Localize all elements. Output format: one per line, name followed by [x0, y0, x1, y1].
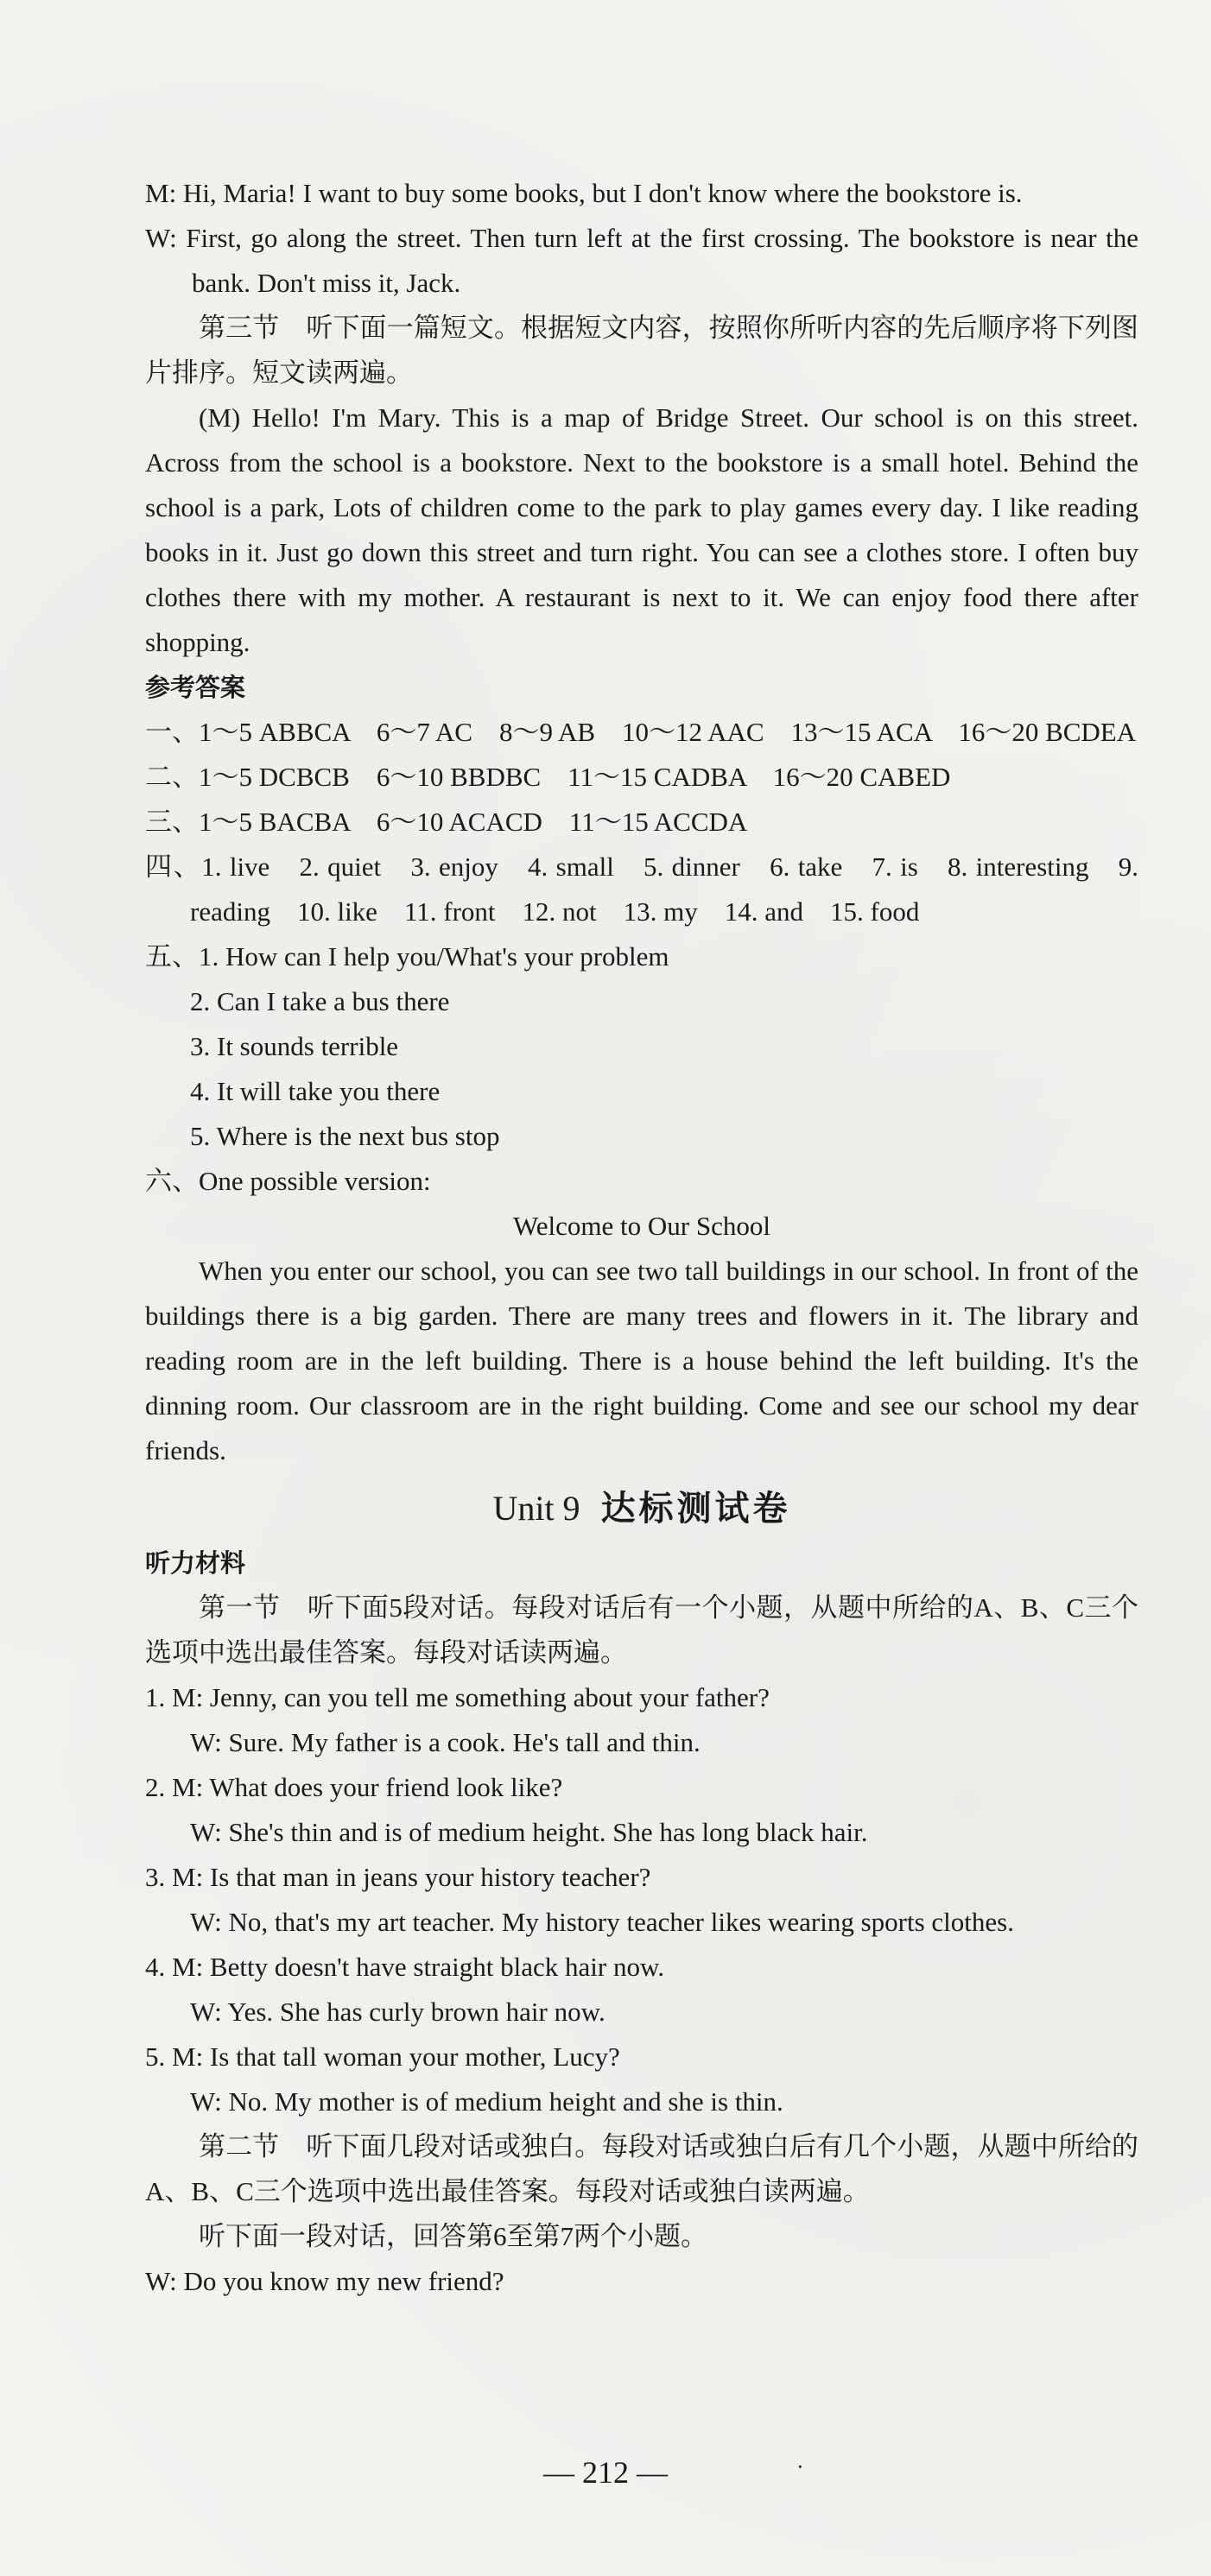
- dialogue-line-m: M: Hi, Maria! I want to buy some books, but I don't know where the bookstore is.: [145, 178, 1023, 208]
- section5-label: 五、1. How can I help you/What's your problem: [145, 941, 669, 972]
- answer-line: 三、1～5 BACBA 6～10 ACACD 11～15 ACCDA: [145, 807, 748, 837]
- section2-instruction: 第二节 听下面几段对话或独白。每段对话或独白后有几个小题，从题中所给的A、B、C三个选项中选出最佳答案。每段对话或独白读两遍。: [145, 2131, 1138, 2206]
- page-number: — 212 —: [543, 2455, 668, 2490]
- section5-item: 5. Where is the next bus stop: [190, 1121, 500, 1151]
- answers-heading: 参考答案: [145, 673, 246, 702]
- dialogue-m: 4. M: Betty doesn't have straight black hair now.: [145, 1952, 665, 1982]
- dialogue-m: 3. M: Is that man in jeans your history teacher?: [145, 1862, 651, 1892]
- dialogue-w: W: She's thin and is of medium height. She has long black hair.: [190, 1817, 868, 1847]
- section1-instruction: 第一节 听下面5段对话。每段对话后有一个小题，从题中所给的A、B、C三个选项中选出最佳答案。每段对话读两遍。: [145, 1592, 1138, 1668]
- answer-line: 二、1～5 DCBCB 6～10 BBDBC 11～15 CADBA 16～20 CABED: [145, 762, 951, 792]
- dialogue-m: 1. M: Jenny, can you tell me something about your father?: [145, 1682, 770, 1712]
- section2-sub: 听下面一段对话，回答第6至第7两个小题。: [199, 2221, 707, 2251]
- essay-title: Welcome to Our School: [513, 1211, 770, 1241]
- answer-line: 四、1. live 2. quiet 3. enjoy 4. small 5. dinner 6. take 7. is 8. interesting 9. reading 10. like 11. front 12. not 13. my 14. and 15. food: [145, 851, 1138, 927]
- page-content: [145, 171, 1138, 2304]
- dialogue-w: W: Yes. She has curly brown hair now.: [190, 1997, 606, 2027]
- dialogue-m: 5. M: Is that tall woman your mother, Lucy?: [145, 2041, 620, 2072]
- dialogue-w: W: No, that's my art teacher. My history teacher likes wearing sports clothes.: [190, 1907, 1014, 1937]
- dialogue-line-w: W: Do you know my new friend?: [145, 2266, 504, 2296]
- dialogue-m: 2. M: What does your friend look like?: [145, 1772, 563, 1802]
- essay-body: When you enter our school, you can see two tall buildings in our school. In front of the buildings there is a big garden. There are many trees and flowers in it. The library and reading room are in the left building. There is a house behind the left building. It's the dinning room. Our classroom are in the right building. Come and see our school my dear friends.: [145, 1256, 1138, 1465]
- section5-item: 2. Can I take a bus there: [190, 986, 450, 1016]
- listening-heading: 听力材料: [145, 1548, 246, 1578]
- answer-key: [145, 710, 1138, 934]
- unit-title: [145, 1478, 1138, 1539]
- section3-passage: (M) Hello! I'm Mary. This is a map of Bridge Street. Our school is on this street. Across from the school is a bookstore. Next to the bookstore is a small hotel. Behind the school is a park, Lots of children come to the park to play games every day. I like reading books in it. Just go down this street and turn right. You can see a clothes store. I often buy clothes there with my mother. A restaurant is next to it. We can enjoy food there after shopping.: [145, 402, 1138, 657]
- unit-title-en: Unit 9: [492, 1489, 580, 1528]
- section5-item: 4. It will take you there: [190, 1076, 441, 1106]
- dialogue-w: W: Sure. My father is a cook. He's tall and thin.: [190, 1727, 701, 1757]
- unit-title-zh: 达标测试卷: [600, 1489, 791, 1529]
- dialogue-line-w: W: First, go along the street. Then turn left at the first crossing. The bookstore is near the bank. Don't miss it, Jack.: [145, 223, 1138, 298]
- answer-line: 一、1～5 ABBCA 6～7 AC 8～9 AB 10～12 AAC 13～15 ACA 16～20 BCDEA: [145, 717, 1137, 747]
- section5-item: 3. It sounds terrible: [190, 1031, 399, 1061]
- dialogue-w: W: No. My mother is of medium height and she is thin.: [190, 2086, 783, 2117]
- footer-dot: ·: [796, 2454, 804, 2479]
- section3-instruction: 第三节 听下面一篇短文。根据短文内容，按照你所听内容的先后顺序将下列图片排序。短文读两遍。: [145, 313, 1138, 388]
- section6-label: 六、One possible version:: [145, 1166, 431, 1196]
